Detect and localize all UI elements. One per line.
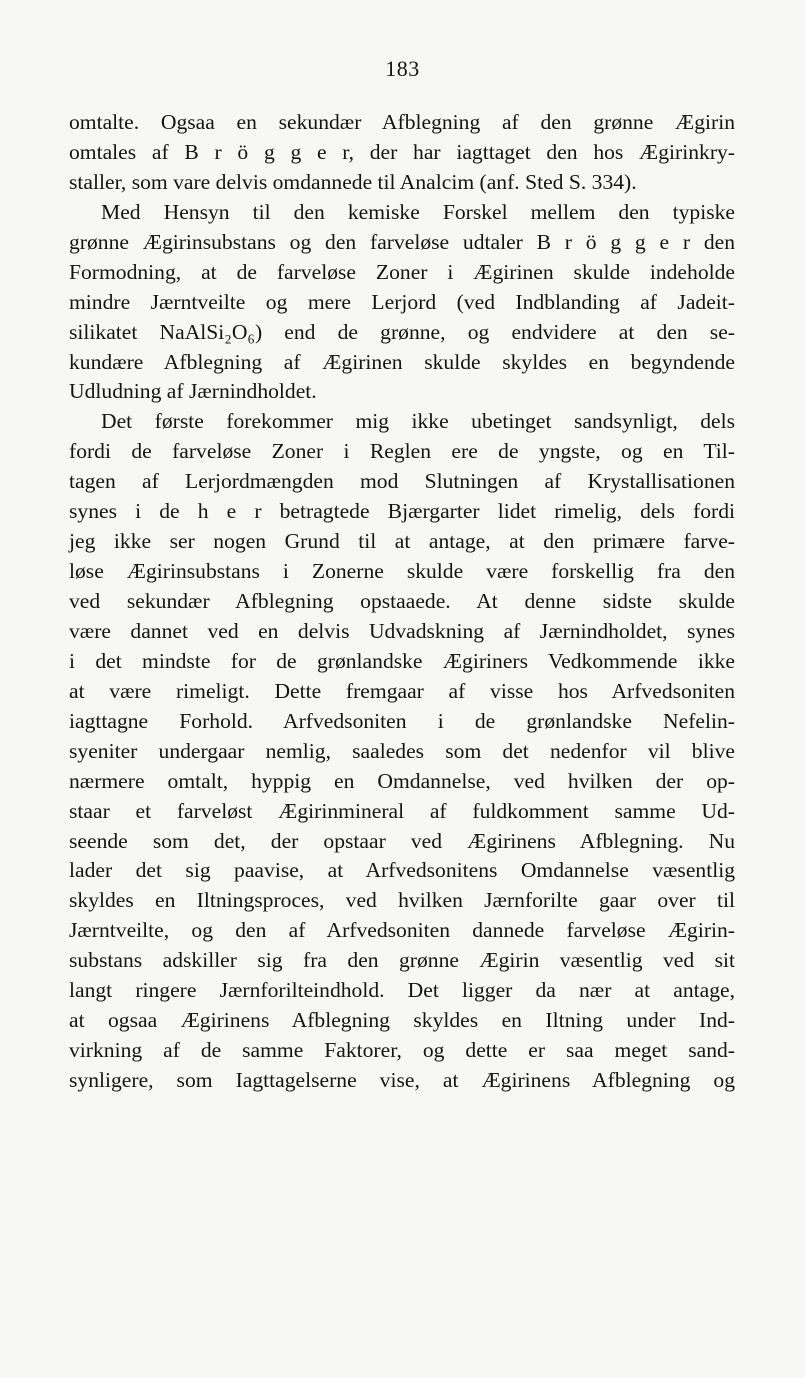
text-line: omtales af B r ö g g e r, der har iagttaget den hos Ægirinkry-	[69, 139, 735, 164]
text-line: omtalte. Ogsaa en sekundær Afblegning af den grønne Ægirin	[69, 110, 735, 134]
page-number: 183	[385, 56, 420, 81]
text-line: staar et farveløst Ægirinmineral af fuldkomment samme Ud-	[69, 798, 735, 823]
text-line: mindre Jærntveilte og mere Lerjord (ved Indblanding af Jadeit-	[69, 289, 735, 314]
text-line: løse Ægirinsubstans i Zonerne skulde være forskellig fra den	[69, 559, 735, 584]
text-line: Jærntveilte, og den af Arfvedsoniten dannede farveløse Ægirin-	[69, 918, 735, 943]
text-line: staller, som vare delvis omdannede til Analcim (anf. Sted S. 334).	[69, 169, 637, 194]
text-line: ved sekundær Afblegning opstaaede. At denne sidste skulde	[69, 589, 735, 613]
text-line: silikatet NaAlSi₂O₆) end de grønne, og endvidere at den se-	[69, 319, 735, 344]
text-line: grønne Ægirinsubstans og den farveløse udtaler B r ö g g e r den	[69, 229, 735, 254]
text-line: langt ringere Jærnforilteindhold. Det ligger da nær at antage,	[69, 978, 735, 1003]
text-line: tagen af Lerjordmængden mod Slutningen af Krystallisationen	[69, 469, 735, 494]
text-line: Det første forekommer mig ikke ubetinget sandsynligt, dels	[101, 409, 735, 434]
text-line: kundære Afblegning af Ægirinen skulde skyldes en begyndende	[69, 349, 735, 374]
text-line: at ogsaa Ægirinens Afblegning skyldes en Iltning under Ind-	[69, 1008, 735, 1033]
text-line: Formodning, at de farveløse Zoner i Ægirinen skulde indeholde	[69, 259, 735, 284]
text-line: i det mindste for de grønlandske Ægiriners Vedkommende ikke	[69, 648, 735, 673]
text-line: nærmere omtalt, hyppig en Omdannelse, ved hvilken der op-	[69, 768, 735, 793]
text-line: fordi de farveløse Zoner i Reglen ere de yngste, og en Til-	[69, 439, 735, 464]
text-line: Udludning af Jærnindholdet.	[69, 379, 317, 404]
text-line: Med Hensyn til den kemiske Forskel mellem den typiske	[101, 199, 735, 224]
text-line: substans adskiller sig fra den grønne Ægirin væsentlig ved sit	[69, 948, 735, 973]
text-line: lader det sig paavise, at Arfvedsonitens Omdannelse væsentlig	[69, 858, 735, 883]
text-line: seende som det, der opstaar ved Ægirinens Afblegning. Nu	[69, 828, 735, 853]
text-line: skyldes en Iltningsproces, ved hvilken Jærnforilte gaar over til	[69, 888, 735, 913]
text-line: at være rimeligt. Dette fremgaar af visse hos Arfvedsoniten	[69, 678, 735, 703]
text-line: virkning af de samme Faktorer, og dette er saa meget sand-	[69, 1038, 735, 1063]
text-line: iagttagne Forhold. Arfvedsoniten i de grønlandske Nefelin-	[69, 708, 735, 733]
text-line: syeniter undergaar nemlig, saaledes som det nedenfor vil blive	[69, 738, 735, 763]
text-line: jeg ikke ser nogen Grund til at antage, at den primære farve-	[69, 529, 735, 554]
text-line: synligere, som Iagttagelserne vise, at Ægirinens Afblegning og	[69, 1068, 735, 1092]
body-text	[69, 108, 735, 1096]
text-line: være dannet ved en delvis Udvadskning af Jærnindholdet, synes	[69, 618, 735, 643]
text-line: synes i de h e r betragtede Bjærgarter lidet rimelig, dels fordi	[69, 499, 735, 524]
